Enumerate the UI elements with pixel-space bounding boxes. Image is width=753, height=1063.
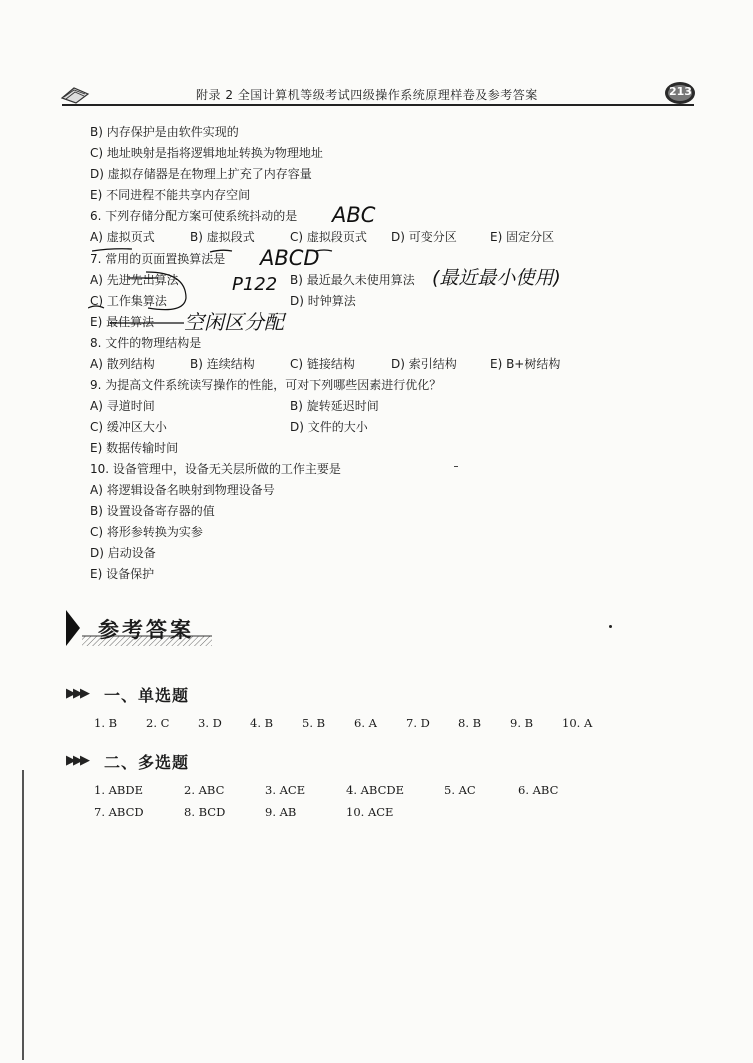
q10-option-c: C) 将形参转换为实参 xyxy=(90,525,203,539)
q8-option-a: A) 散列结构 xyxy=(90,357,155,371)
single-answer-item: 3. D xyxy=(198,716,222,730)
single-answer-item: 2. C xyxy=(146,716,170,730)
q7-option-d: D) 时钟算法 xyxy=(290,294,356,308)
q7-option-e: E) 最佳算法 xyxy=(90,315,155,329)
q6-option-c: C) 虚拟段页式 xyxy=(290,230,367,244)
scan-dot xyxy=(454,466,458,467)
q10-option-d: D) 启动设备 xyxy=(90,546,156,560)
header-title: 附录 2 全国计算机等级考试四级操作系统原理样卷及参考答案 xyxy=(196,88,538,102)
q8-option-b: B) 连续结构 xyxy=(190,357,255,371)
q7-handwritten-page: P122 xyxy=(232,274,278,295)
single-answer-item: 9. B xyxy=(510,716,534,730)
q7-option-b: B) 最近最久未使用算法 xyxy=(290,273,415,287)
multi-answer-item: 2. ABC xyxy=(184,783,225,797)
q6-handwritten-answer: ABC xyxy=(332,203,376,227)
q7-handwriting-marks xyxy=(88,268,238,334)
q8-question: 8. 文件的物理结构是 xyxy=(90,336,202,350)
q5-option-e: E) 不同进程不能共享内存空间 xyxy=(90,188,251,202)
q6-option-a: A) 虚拟页式 xyxy=(90,230,155,244)
single-answer-item: 4. B xyxy=(250,716,274,730)
single-answer-item: 5. B xyxy=(302,716,326,730)
q6-option-b: B) 虚拟段式 xyxy=(190,230,255,244)
multi-answer-item: 1. ABDE xyxy=(94,783,143,797)
q10-option-b: B) 设置设备寄存器的值 xyxy=(90,504,215,518)
answers-banner-title: 参考答案 xyxy=(98,618,194,642)
q6-option-d: D) 可变分区 xyxy=(391,230,457,244)
multi-answer-item: 8. BCD xyxy=(184,805,226,819)
q7-handwritten-answer: ABCD xyxy=(260,246,320,270)
q7-option-c: C) 工作集算法 xyxy=(90,294,167,308)
scan-edge-line xyxy=(22,770,24,1060)
multi-answer-item: 10. ACE xyxy=(346,805,394,819)
single-answer-item: 8. B xyxy=(458,716,482,730)
single-answer-item: 7. D xyxy=(406,716,430,730)
multi-answer-item: 6. ABC xyxy=(518,783,559,797)
multi-answer-item: 4. ABCDE xyxy=(346,783,405,797)
q8-option-d: D) 索引结构 xyxy=(391,357,457,371)
single-answer-item: 10. A xyxy=(562,716,593,730)
q7-option-a: A) 先进先出算法 xyxy=(90,273,179,287)
q10-question: 10. 设备管理中，设备无关层所做的工作主要是 xyxy=(90,462,341,476)
single-section-title: 一、单选题 xyxy=(104,686,190,705)
q10-option-e: E) 设备保护 xyxy=(90,567,155,581)
multi-answer-item: 9. AB xyxy=(265,805,297,819)
single-answer-item: 1. B xyxy=(94,716,118,730)
multi-answer-item: 7. ABCD xyxy=(94,805,144,819)
q6-question: 6. 下列存储分配方案可使系统抖动的是 xyxy=(90,209,298,223)
multi-answer-item: 5. AC xyxy=(444,783,476,797)
q7-handwritten-note-e: 空闲区分配 xyxy=(184,310,284,334)
single-section-arrows-icon: ▶▶▶ xyxy=(66,686,87,701)
multi-section-arrows-icon: ▶▶▶ xyxy=(66,753,87,768)
header-rule xyxy=(62,104,694,106)
q7-handwritten-note-b: (最近最小使用) xyxy=(432,267,561,289)
page-number: 213 xyxy=(669,85,692,98)
header-book-icon xyxy=(60,84,90,104)
q9-option-c: C) 缓冲区大小 xyxy=(90,420,167,434)
q9-question: 9. 为提高文件系统读写操作的性能，可对下列哪些因素进行优化？ xyxy=(90,378,442,392)
q9-option-e: E) 数据传输时间 xyxy=(90,441,179,455)
page-number-badge xyxy=(664,80,696,106)
q9-option-d: D) 文件的大小 xyxy=(290,420,368,434)
single-answer-item: 6. A xyxy=(354,716,377,730)
q5-option-d: D) 虚拟存储器是在物理上扩充了内存容量 xyxy=(90,167,312,181)
q9-option-a: A) 寻道时间 xyxy=(90,399,155,413)
q5-option-c: C) 地址映射是指将逻辑地址转换为物理地址 xyxy=(90,146,323,160)
q10-option-a: A) 将逻辑设备名映射到物理设备号 xyxy=(90,483,275,497)
q7-question: 7. 常用的页面置换算法是 xyxy=(90,252,226,266)
scan-dot xyxy=(609,625,612,628)
q6-underline-mark xyxy=(92,241,382,251)
q9-option-b: B) 旋转延迟时间 xyxy=(290,399,379,413)
q6-option-e: E) 固定分区 xyxy=(490,230,555,244)
multi-section-title: 二、多选题 xyxy=(104,753,190,772)
q8-option-c: C) 链接结构 xyxy=(290,357,355,371)
multi-answer-item: 3. ACE xyxy=(265,783,306,797)
q5-option-b: B) 内存保护是由软件实现的 xyxy=(90,125,239,139)
q8-option-e: E) B+树结构 xyxy=(490,357,561,371)
